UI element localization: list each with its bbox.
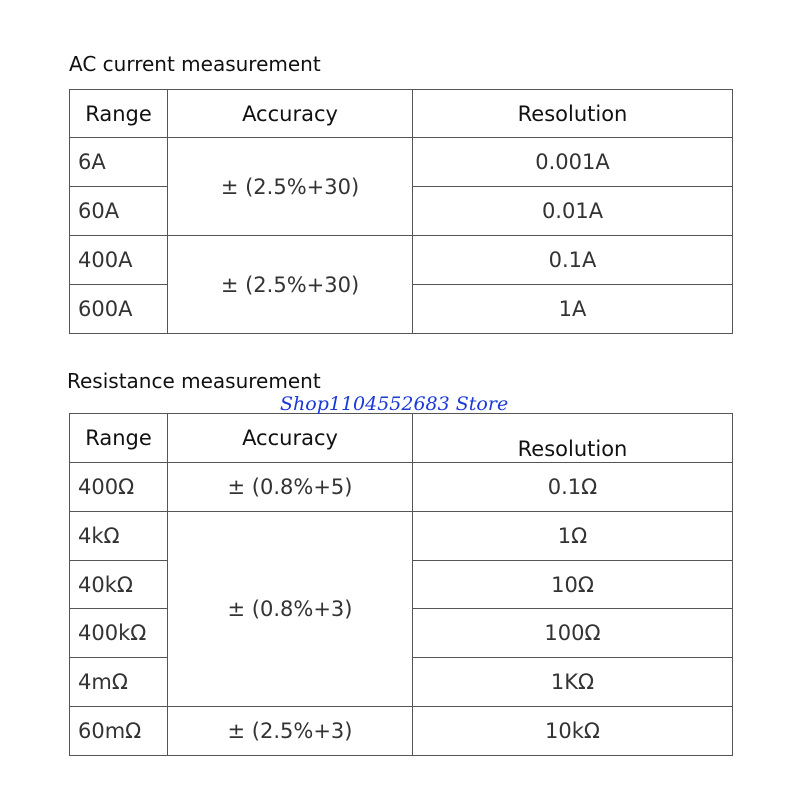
range-cell: 6A: [70, 138, 168, 187]
ac-section-title: AC current measurement: [69, 52, 321, 76]
table-row: [70, 512, 733, 561]
store-watermark: Shop1104552683 Store: [280, 393, 509, 415]
accuracy-cell: ± (0.8%+3): [168, 512, 413, 707]
accuracy-cell: ± (0.8%+5): [168, 463, 413, 512]
accuracy-cell: ± (2.5%+30): [168, 138, 413, 236]
range-cell: 400A: [70, 236, 168, 285]
resolution-cell: 1Ω: [413, 512, 733, 561]
range-cell: 4kΩ: [70, 512, 168, 561]
resolution-cell: 10Ω: [413, 561, 733, 609]
resolution-cell: 0.001A: [413, 138, 733, 187]
range-header: Range: [70, 90, 168, 138]
resolution-cell: 0.01A: [413, 187, 733, 236]
range-cell: 600A: [70, 285, 168, 334]
table-row: [70, 236, 733, 285]
accuracy-header: Accuracy: [168, 90, 413, 138]
accuracy-cell: ± (2.5%+3): [168, 707, 413, 756]
resistance-section-title: Resistance measurement: [67, 369, 321, 393]
range-cell: 400kΩ: [70, 609, 168, 658]
range-cell: 60A: [70, 187, 168, 236]
range-cell: 60mΩ: [70, 707, 168, 756]
resolution-cell: 1A: [413, 285, 733, 334]
table-row: [70, 138, 733, 187]
resolution-cell: 0.1A: [413, 236, 733, 285]
resolution-cell: 1KΩ: [413, 658, 733, 707]
table-header-row: [70, 414, 733, 463]
table-header-row: [70, 90, 733, 138]
range-header: Range: [70, 414, 168, 463]
resolution-header: Resolution: [413, 90, 733, 138]
accuracy-cell: ± (2.5%+30): [168, 236, 413, 334]
resolution-cell: 10kΩ: [413, 707, 733, 756]
range-cell: 400Ω: [70, 463, 168, 512]
table-row: [70, 463, 733, 512]
resolution-header: Resolution: [413, 414, 733, 463]
resolution-cell: 100Ω: [413, 609, 733, 658]
accuracy-header: Accuracy: [168, 414, 413, 463]
resistance-table: [69, 413, 733, 756]
table-row: [70, 707, 733, 756]
range-cell: 40kΩ: [70, 561, 168, 609]
range-cell: 4mΩ: [70, 658, 168, 707]
ac-current-table: [69, 89, 733, 334]
resolution-cell: 0.1Ω: [413, 463, 733, 512]
